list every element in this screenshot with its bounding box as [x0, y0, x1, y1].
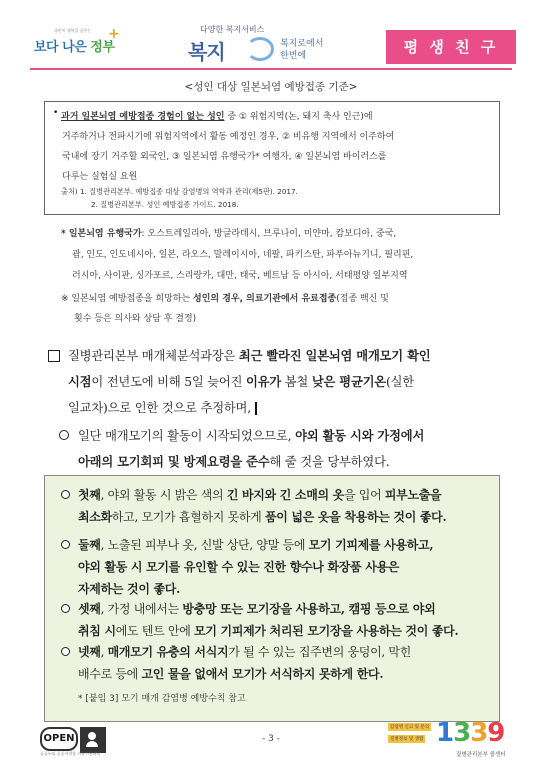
criteria-line-3: 국내에 장기 거주할 외국인, ③ 일본뇌염 유행국가* 여행자, ④ 일본뇌염 바이러스를: [62, 152, 387, 162]
tip-3-line-2: 취침 시에도 텐트 안에 모기 기피제가 처리된 모기장을 사용하는 것이 좋다.: [78, 624, 459, 638]
sub-paragraph-line-1: 일단 매개모기의 활동이 시작되었으므로, 야외 활동 시와 가정에서: [78, 428, 425, 443]
open-license-mark: OPEN 공공누리 공공저작물 자유이용허락: [40, 727, 130, 751]
square-bullet-icon: [48, 350, 60, 362]
main-paragraph-line-3: 일교차)으로 인한 것으로 추정하며,: [68, 398, 257, 416]
main-paragraph-line-2: 시점이 전년도에 비해 5일 늦어진 이유가 봄철 낮은 평균기온(실한: [68, 374, 414, 389]
bullet-icon: •: [53, 108, 59, 118]
tip-4-line-2: 배수로 등에 고인 물을 없애서 모기가 서식하지 못하게 한다.: [78, 667, 384, 681]
criteria-bold: 과거 일본뇌염 예방접종 경험이 없는 성인: [61, 112, 225, 122]
endemic-countries-line-2: 괌, 인도, 인도네시아, 일본, 라오스, 말레이시아, 네팔, 파키스탄, 파푸아뉴기니, 필리핀,: [72, 250, 414, 260]
tip-1-line-2: 최소화하고, 모기가 흡혈하지 못하게 품이 넓은 옷을 착용하는 것이 좋다.: [78, 510, 447, 524]
endemic-countries-line-1: * 일본뇌염 유행국가: 오스트레일리아, 방글라데시, 브루나이, 미얀마, 캄보디아, 중국,: [61, 229, 397, 239]
tip-4-line-1: 넷째, 매개모기 유충의 서식지가 될 수 있는 집주변의 웅덩이, 막힌: [78, 645, 412, 659]
attachment-note: * [붙임 3] 모기 매개 감염병 예방수칙 참고: [78, 694, 246, 704]
plus-icon: +: [108, 26, 120, 42]
hotline-number: 1339: [436, 718, 505, 748]
source-2: 2. 질병관리본부. 성인 예방접종 가이드. 2018.: [91, 200, 239, 209]
circle-bullet-icon: [61, 540, 70, 549]
government-logo: 국민이 행복을 꿈꾸는 보다 나은 정부 +: [34, 26, 120, 55]
tip-2-line-3: 자제하는 것이 좋다.: [78, 582, 180, 596]
circle-bullet-icon: [61, 490, 70, 499]
circle-bullet-icon: [59, 430, 69, 440]
tip-2-line-1: 둘째, 노출된 피부나 옷, 신발 상단, 양말 등에 모기 기피제를 사용하고,: [78, 538, 434, 552]
page-number: - 3 -: [262, 734, 280, 744]
section-subtitle: <성인 대상 일본뇌염 예방접종 기준>: [184, 81, 358, 93]
criteria-text: 중 ① 위험지역(논, 돼지 축사 인근)에: [224, 112, 373, 122]
open-label: OPEN: [40, 727, 78, 751]
swirl-icon: [246, 37, 274, 61]
endemic-countries-line-3: 러시아, 사이판, 싱가포르, 스리랑카, 대만, 태국, 베트남 등 아시아, 서태평양 일부지역: [72, 271, 408, 281]
sub-paragraph-line-2: 아래의 모기회피 및 방제요령을 준수해 줄 것을 당부하였다.: [78, 454, 390, 469]
criteria-line-4: 다루는 실험실 요원: [62, 172, 138, 182]
main-paragraph-line-1: 질병관리본부 매개체분석과장은 최근 빨라진 일본뇌염 매개모기 확인: [68, 348, 431, 363]
bokjiro-logo: 다양한 복지서비스 복지 복지로에서 한번에: [188, 25, 324, 64]
circle-bullet-icon: [61, 647, 70, 656]
paid-vaccination-note: ※ 일본뇌염 예방접종을 희망하는 성인의 경우, 의료기관에서 유료접종(접종 백신 및: [61, 294, 389, 304]
paid-vaccination-note-2: 횟수 등은 의사와 상담 후 결정): [74, 314, 197, 324]
logo-text-government: 정부: [90, 40, 115, 55]
tip-1-line-1: 첫째, 야외 활동 시 밝은 색의 긴 바지와 긴 소매의 옷을 입어 피부노출을: [78, 488, 442, 502]
logo-text-better: 보다 나은: [34, 40, 87, 55]
tip-2-line-2: 야외 활동 시 모기를 유인할 수 있는 진한 향수나 화장품 사용은: [78, 560, 400, 574]
kcdc-call-center-logo: 감염병 신고 및 문의 질병정보 및 생활 1339 질병관리본부 콜센터: [390, 718, 506, 758]
circle-bullet-icon: [61, 604, 70, 613]
mosquito-prevention-tips-box: [44, 475, 500, 722]
header-divider: [30, 68, 512, 70]
adult-vaccination-criteria-box: [44, 101, 500, 215]
lifelong-friend-badge: 평 생 친 구: [386, 30, 516, 64]
source-1: 출처) 1. 질병관리본부. 예방접종 대상 감염병의 역학과 관리(제5판). 2017.: [61, 187, 298, 196]
text-cursor: [255, 402, 257, 415]
criteria-line-2: 거주하거나 전파시기에 위험지역에서 활동 예정인 경우, ② 비유행 지역에서 이주하여: [62, 132, 395, 142]
tip-3-line-1: 셋째, 가정 내에서는 방충망 또는 모기장을 사용하고, 캠핑 등으로 야외: [78, 602, 436, 616]
